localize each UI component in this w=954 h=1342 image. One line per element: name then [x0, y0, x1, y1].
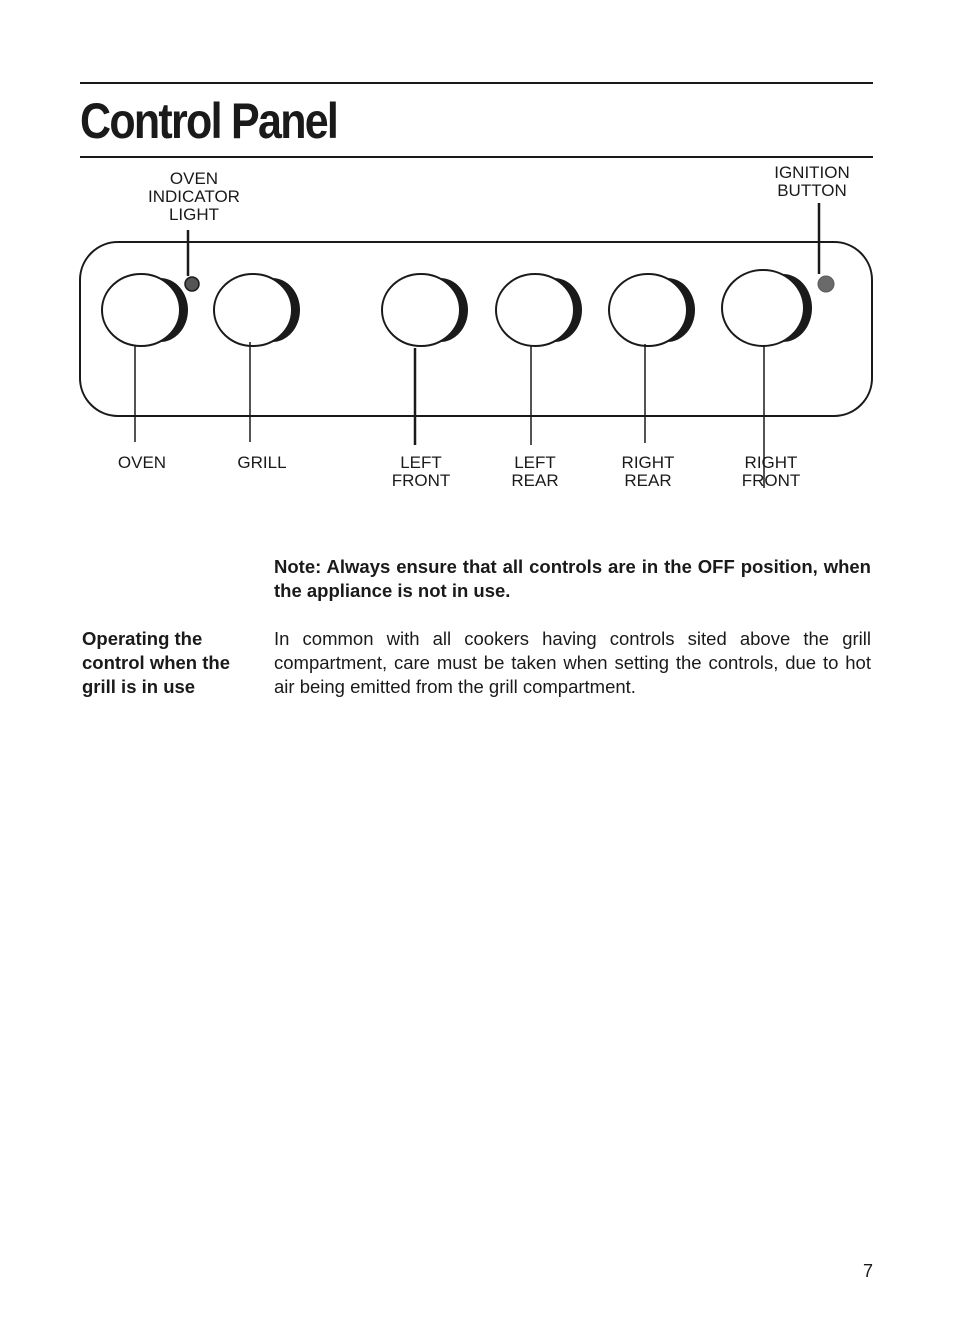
- ignition-button-label: IGNITION BUTTON: [774, 163, 850, 200]
- page-title: Control Panel: [80, 93, 338, 149]
- oven-knob: [102, 274, 188, 346]
- section-body: In common with all cookers having controls sited above the grill compartment, care must be taken when setting the controls, due to hot air being emitted from the grill compartment.: [274, 628, 871, 697]
- grill-knob-label: GRILL: [237, 453, 287, 472]
- left-front-knob-label: LEFT FRONT: [391, 453, 451, 490]
- oven-indicator-light-label: OVEN INDICATOR LIGHT: [148, 169, 240, 224]
- ignition-button: [818, 276, 834, 292]
- safety-note: Note: Always ensure that all controls are in the OFF position, when the appliance is not in use.: [274, 556, 871, 601]
- left-front-knob: [382, 274, 468, 346]
- grill-knob: [214, 274, 300, 346]
- left-rear-knob: [496, 274, 582, 346]
- right-front-knob: [722, 270, 812, 346]
- control-panel-diagram: [0, 0, 954, 520]
- oven-knob-label: OVEN: [117, 453, 167, 472]
- right-rear-knob-label: RIGHT REAR: [621, 453, 675, 490]
- right-front-knob-label: RIGHT FRONT: [741, 453, 801, 490]
- page-number: 7: [862, 1261, 873, 1281]
- section-heading: Operating the control when the grill is in use: [82, 628, 230, 697]
- oven-indicator-light: [185, 277, 199, 291]
- left-rear-knob-label: LEFT REAR: [511, 453, 559, 490]
- right-rear-knob: [609, 274, 695, 346]
